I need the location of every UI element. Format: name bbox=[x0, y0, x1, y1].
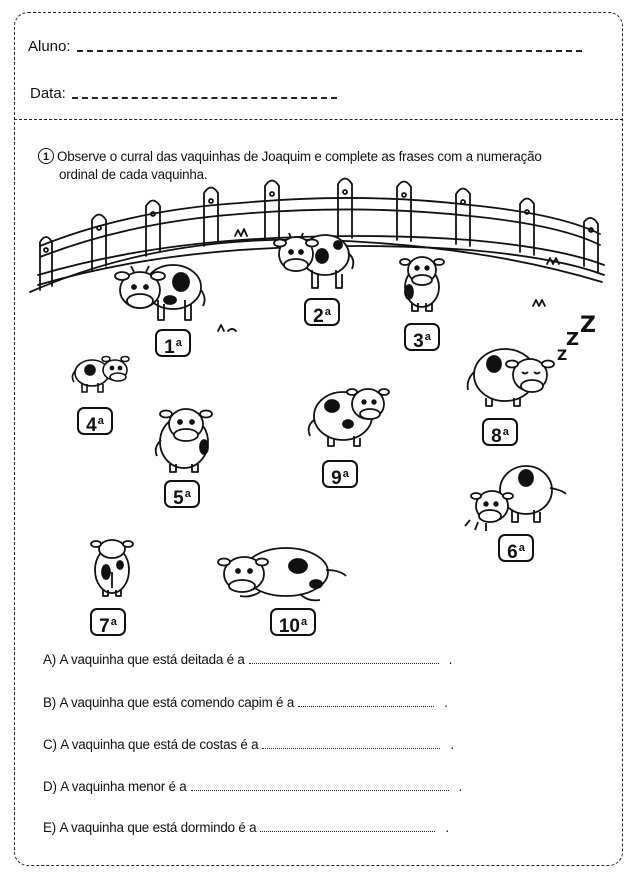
cow-7-ordinal-suffix: a bbox=[110, 616, 117, 628]
cow-4-number: 4 bbox=[86, 415, 97, 436]
question-b-period: . bbox=[444, 695, 448, 710]
cow-2-ordinal-suffix: a bbox=[324, 306, 331, 318]
instruction-line-1: Observe o curral das vaquinhas de Joaquim e complete as frases com a numeração bbox=[57, 149, 542, 164]
cow-1 bbox=[115, 265, 205, 320]
grass-tuft bbox=[533, 300, 545, 306]
cow-7-number: 7 bbox=[99, 616, 110, 637]
cow-5-label bbox=[164, 480, 200, 508]
cow-5 bbox=[156, 409, 212, 472]
cow-6-label bbox=[498, 534, 534, 562]
cow-5-ordinal-suffix: a bbox=[184, 488, 191, 500]
cow-6-number: 6 bbox=[507, 542, 518, 563]
snore-z-small: Z bbox=[557, 348, 568, 364]
question-e bbox=[43, 820, 449, 835]
question-b bbox=[43, 695, 448, 710]
question-a-period: . bbox=[448, 652, 453, 667]
question-a-letter: A) bbox=[43, 652, 56, 667]
cow-6-ordinal-suffix: a bbox=[518, 542, 525, 554]
sleeping-zzz bbox=[557, 313, 596, 364]
question-b-letter: B) bbox=[43, 695, 56, 710]
question-c-text: A vaquinha que está de costas é a bbox=[60, 737, 259, 752]
cow-4-label bbox=[77, 407, 113, 435]
date-label: Data: bbox=[30, 85, 66, 102]
question-e-text: A vaquinha que está dormindo é a bbox=[59, 820, 257, 835]
cow-6 bbox=[465, 466, 566, 531]
cow-8 bbox=[468, 349, 554, 406]
question-d bbox=[43, 779, 462, 794]
grass-tuft bbox=[235, 229, 247, 236]
question-b-text: A vaquinha que está comendo capim é a bbox=[59, 695, 295, 710]
question-d-answer-line[interactable] bbox=[191, 790, 449, 791]
cow-1-label bbox=[155, 329, 191, 357]
question-c-answer-line[interactable] bbox=[262, 748, 440, 749]
question-c-letter: C) bbox=[43, 737, 57, 752]
cow-3-ordinal-suffix: a bbox=[424, 331, 431, 343]
cow-5-number: 5 bbox=[173, 488, 184, 509]
question-c bbox=[43, 737, 454, 752]
question-b-answer-line[interactable] bbox=[298, 706, 434, 707]
cow-4-ordinal-suffix: a bbox=[97, 415, 104, 427]
grass-tuft bbox=[218, 325, 236, 331]
question-e-letter: E) bbox=[43, 820, 56, 835]
cow-1-ordinal-suffix: a bbox=[175, 337, 182, 349]
cow-3-number: 3 bbox=[413, 331, 424, 352]
cow-10-number: 10 bbox=[278, 616, 300, 637]
question-e-period: . bbox=[445, 820, 449, 835]
snore-z-large: Z bbox=[580, 313, 596, 338]
question-e-answer-line[interactable] bbox=[260, 831, 435, 832]
cow-2-label bbox=[304, 298, 340, 326]
cow-8-ordinal-suffix: a bbox=[502, 426, 509, 438]
cow-2-number: 2 bbox=[313, 306, 324, 327]
cow-7 bbox=[91, 540, 133, 596]
question-a-text: A vaquinha que está deitada é a bbox=[59, 652, 245, 667]
cow-9-label bbox=[322, 460, 358, 488]
cow-1-number: 1 bbox=[164, 337, 175, 358]
question-d-letter: D) bbox=[43, 779, 57, 794]
cow-3 bbox=[400, 257, 444, 311]
exercise-number: 1 bbox=[38, 148, 54, 164]
question-d-text: A vaquinha menor é a bbox=[60, 779, 187, 794]
cow-9-number: 9 bbox=[331, 468, 342, 489]
cow-4 bbox=[72, 357, 129, 393]
question-c-period: . bbox=[450, 737, 454, 752]
cow-10-ordinal-suffix: a bbox=[301, 616, 308, 628]
instruction-line-2: ordinal de cada vaquinha. bbox=[59, 167, 208, 182]
snore-z-medium: Z bbox=[566, 329, 580, 350]
question-d-period: . bbox=[458, 779, 463, 794]
cow-8-label bbox=[482, 418, 518, 446]
cow-2 bbox=[274, 233, 353, 288]
question-a bbox=[43, 652, 452, 667]
student-name-label: Aluno: bbox=[28, 38, 71, 55]
cow-10 bbox=[218, 548, 346, 600]
cow-10-label bbox=[270, 608, 316, 636]
cow-9 bbox=[309, 389, 389, 446]
question-a-answer-line[interactable] bbox=[249, 663, 439, 664]
cow-3-label bbox=[404, 323, 440, 351]
cow-7-label bbox=[90, 608, 126, 636]
cow-9-ordinal-suffix: a bbox=[342, 468, 349, 480]
cow-8-number: 8 bbox=[491, 426, 502, 447]
